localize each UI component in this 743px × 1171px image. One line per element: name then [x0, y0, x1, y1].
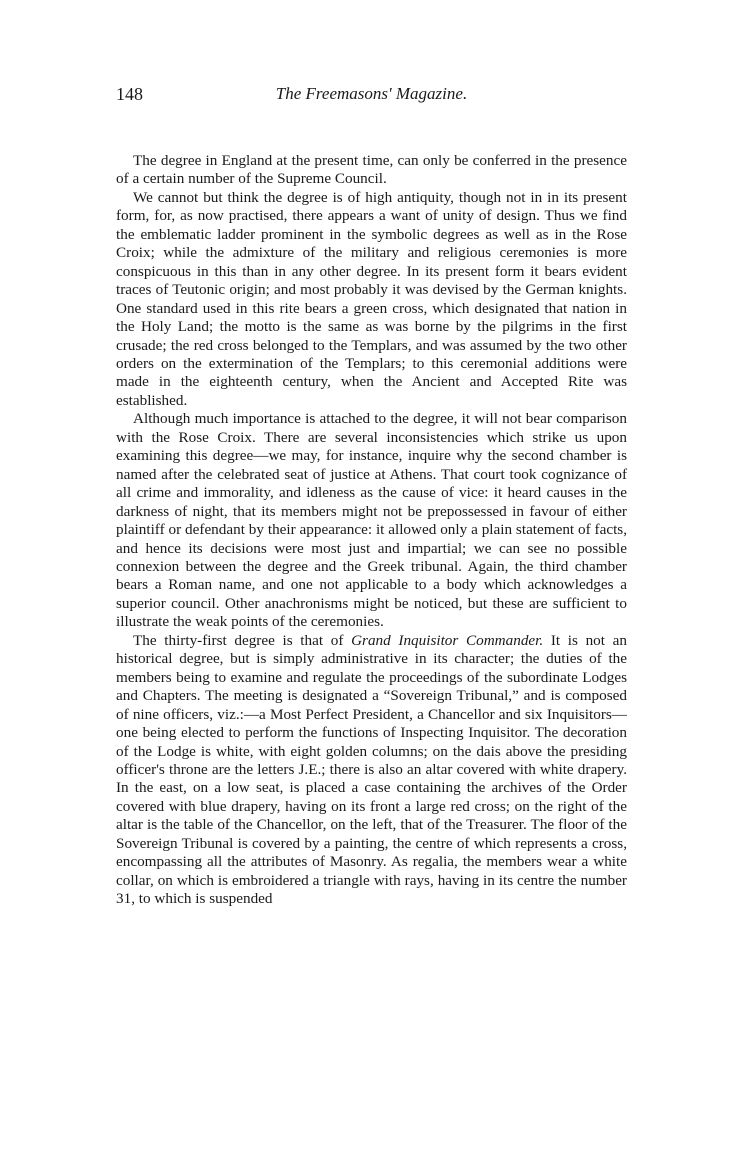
running-title: The Freemasons' Magazine. [275, 84, 468, 103]
degree-name-emphasis: Grand Inquisitor Commander. [351, 631, 544, 649]
article-body [116, 152, 627, 909]
paragraph-4-rest: It is not an historical degree, but is simply administrative in its character; the duties of the members being to examine and regulate the proceedings of the subordinate Lodges and Chapters. The meeting is designated a “Sovereign Tribunal,” and is composed of nine officers, viz.:—a Most Perfect President, a Chancellor and six Inquisitors—one being elected to perform the functions of Inspecting Inquisitor. The decoration of the Lodge is white, with eight golden columns; on the dais above the presiding officer's throne are the letters J.E.; there is also an altar covered with white drapery. In the east, on a low seat, is placed a case containing the archives of the Order covered with blue drapery, having on its front a large red cross; on the right of the altar is the table of the Chancellor, on the left, that of the Treasurer. The floor of the Sovereign Tribunal is covered by a painting, the centre of which represents a cross, encompassing all the attributes of Masonry. As regalia, the members wear a white collar, on which is embroidered a triangle with rays, having in its centre the number 31, to which is suspended [116, 631, 627, 908]
paragraph-2: We cannot but think the degree is of high antiquity, though not in in its present form, for, as now practised, there appears a want of unity of design. Thus we find the emblematic ladder prominent in the symbolic degrees as well as in the Rose Croix; while the admixture of the military and religious ceremonies is more conspicuous in this than in any other degree. In its present form it bears evident traces of Teutonic origin; and most probably it was devised by the German knights. One standard used in this rite bears a green cross, which designated that nation in the Holy Land; the motto is the same as was borne by the pilgrims in the first crusade; the red cross belonged to the Templars, and was assumed by the two other orders on the extermination of the Templars; to this ceremonial additions were made in the eighteenth century, when the Ancient and Accepted Rite was established. [116, 188, 627, 409]
paragraph-1: The degree in England at the present time, can only be conferred in the presence of a certain number of the Supreme Council. [116, 152, 627, 188]
page-header [116, 84, 627, 110]
paragraph-4 [116, 632, 627, 909]
paragraph-4-lead: The thirty-first degree is that of [133, 631, 352, 649]
paragraph-3: Although much importance is attached to the degree, it will not bear comparison with the Rose Croix. There are several inconsistencies which strike us upon examining this degree—we may, for instance, inquire why the second chamber is named after the celebrated seat of justice at Athens. That court took cognizance of all crime and immorality, and idleness as the cause of vice: it heard causes in the darkness of night, that its members might not be prepossessed in favour of either plaintiff or defendant by their appearance: it allowed only a plain statement of facts, and hence its decisions were most just and impartial; we can see no possible connexion between the degree and the Greek tribunal. Again, the third chamber bears a Roman name, and one not applicable to a body which acknowledges a superior council. Other anachronisms might be noticed, but these are sufficient to illustrate the weak points of the ceremonies. [116, 410, 627, 631]
page-number: 148 [116, 84, 143, 104]
